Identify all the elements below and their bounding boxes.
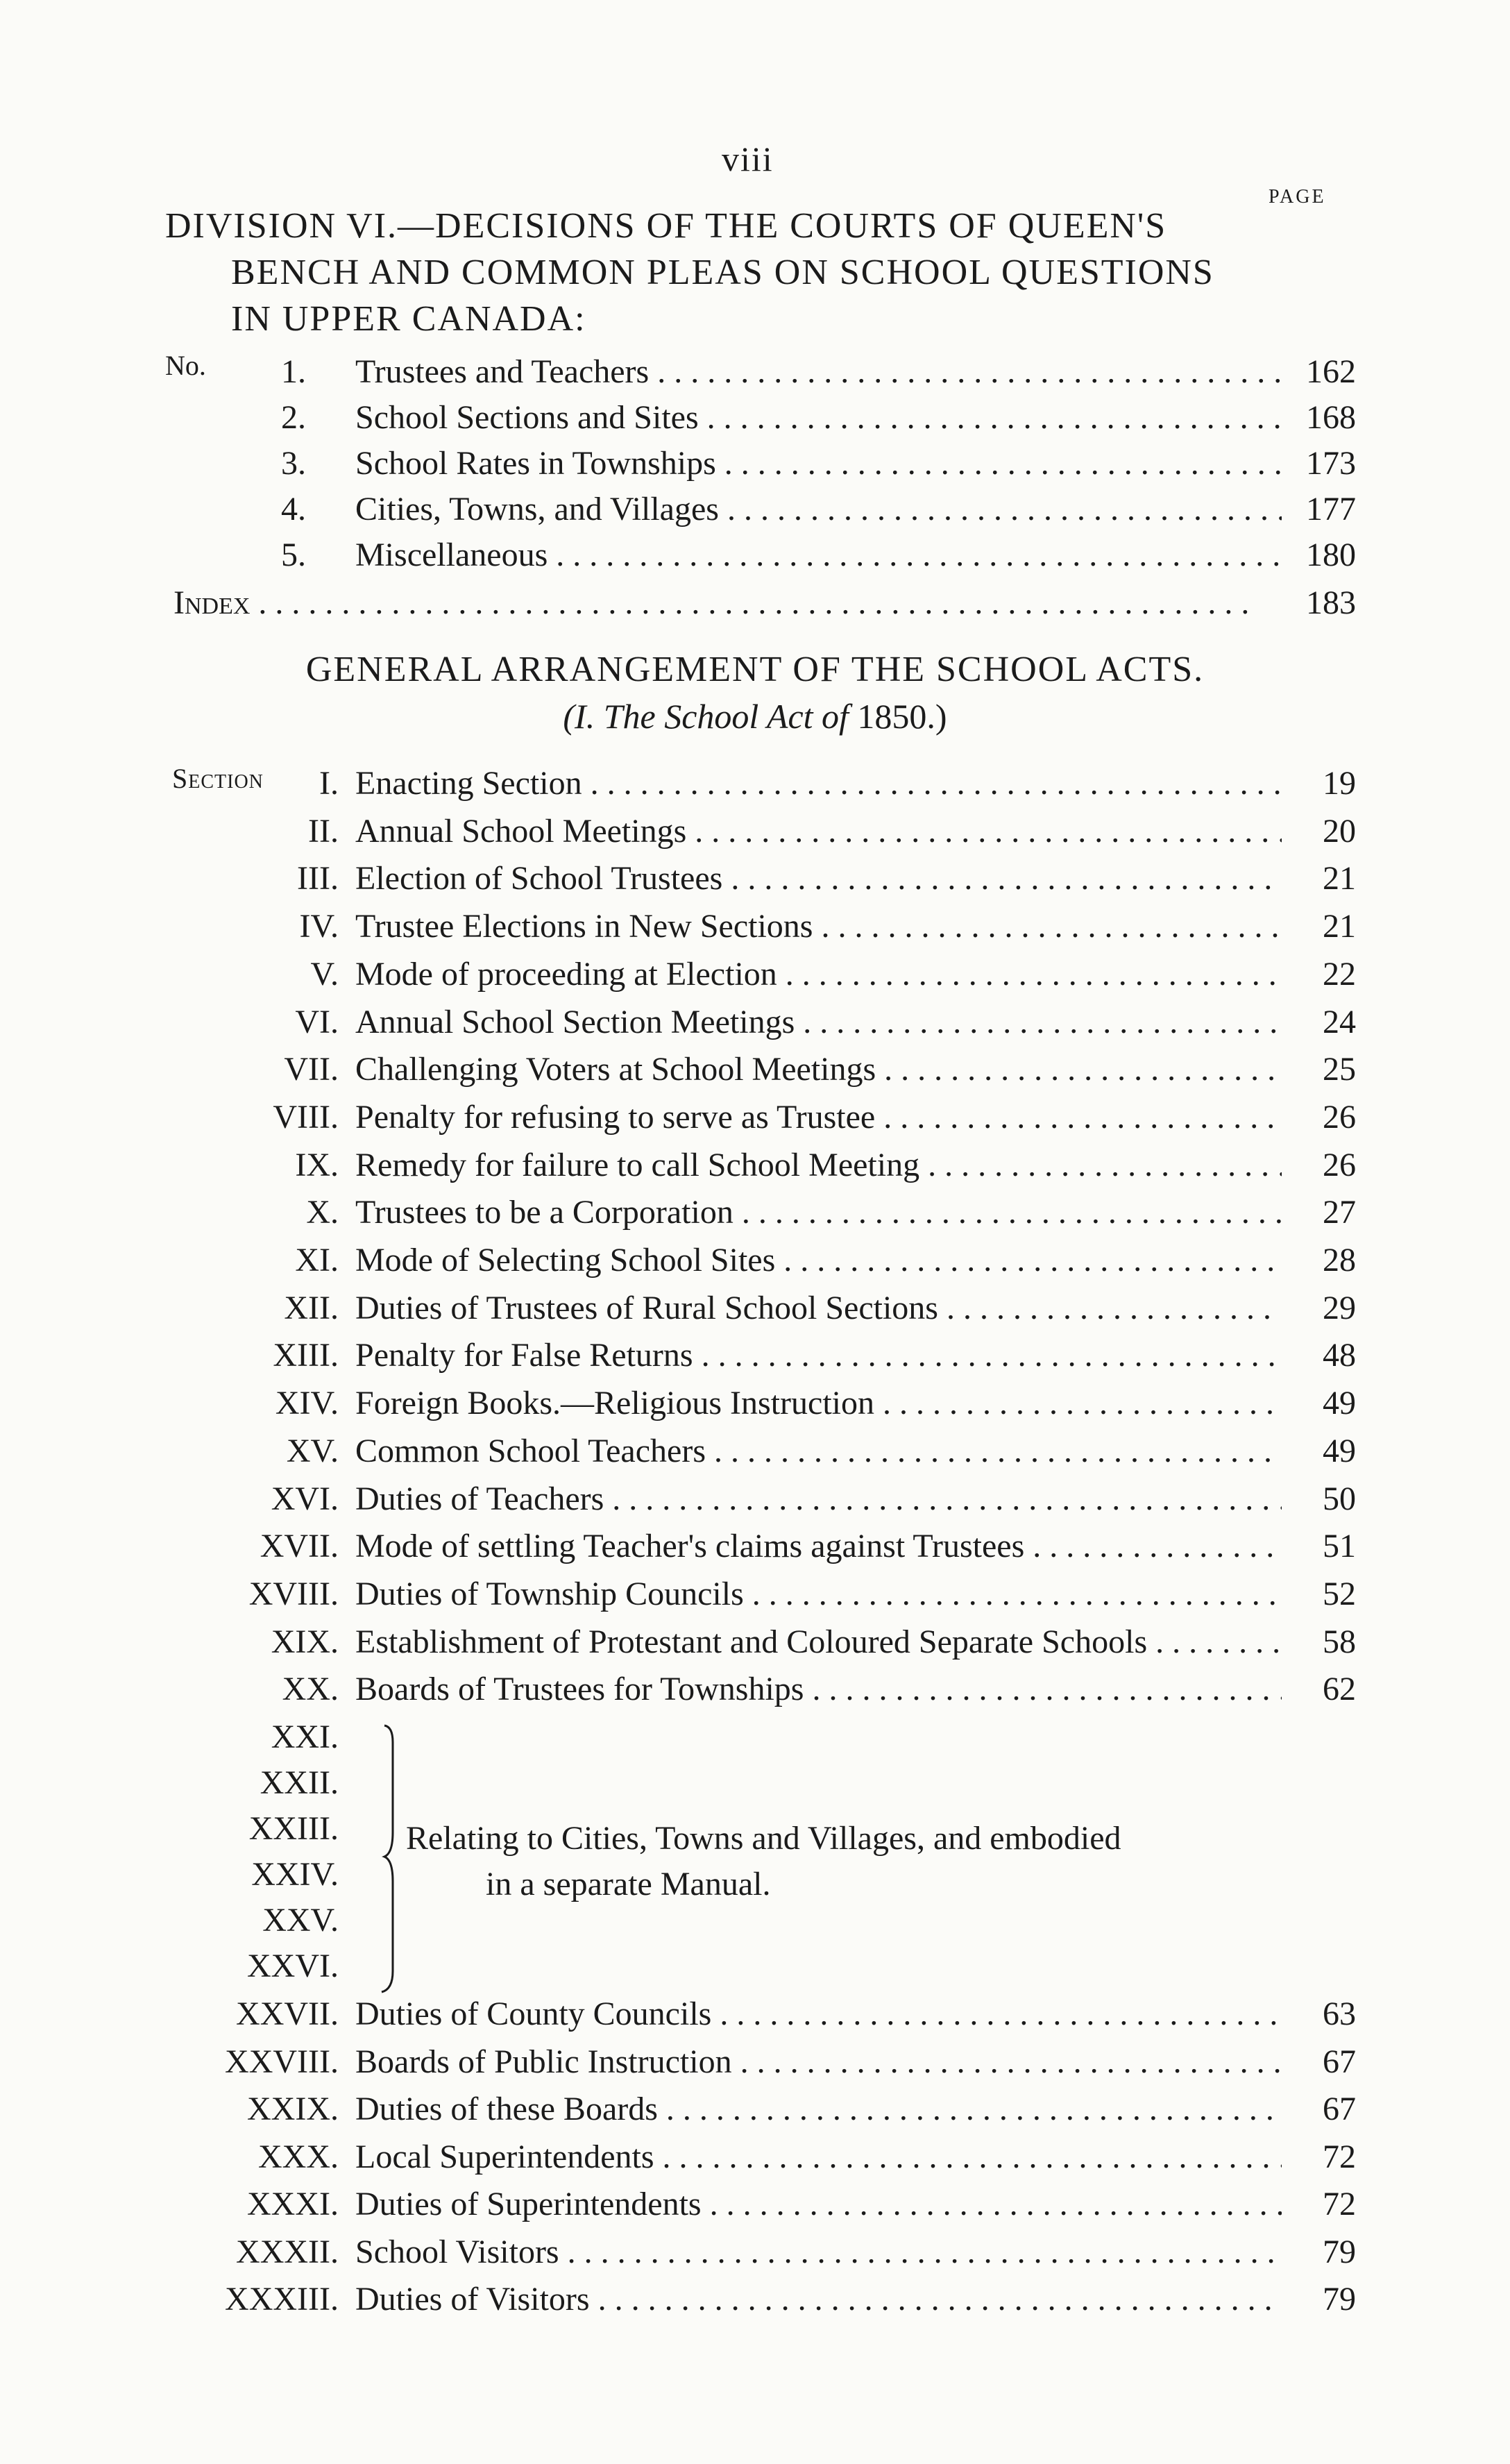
- entry-number: XXXI.: [247, 2186, 339, 2222]
- entry-number: XIX.: [271, 1623, 339, 1660]
- general-heading: GENERAL ARRANGEMENT OF THE SCHOOL ACTS.: [305, 650, 1205, 689]
- entry-number: III.: [297, 860, 339, 897]
- toc-entry: [0, 2229, 1510, 2275]
- entry-number: XXX.: [258, 2138, 339, 2175]
- toc-entry: [0, 999, 1510, 1045]
- toc-entry: [0, 1333, 1510, 1378]
- entry-title: Challenging Voters at School Meetings . . .: [355, 1047, 1282, 1092]
- entry-number: XVIII.: [248, 1575, 339, 1612]
- entry-page: 62: [1323, 1671, 1356, 1708]
- entry-title: Duties of County Councils . . .: [355, 1991, 1282, 2037]
- entry-page: 177: [1306, 491, 1356, 528]
- entry-title: School Rates in Townships . . .: [355, 441, 1282, 487]
- entry-page: 67: [1323, 2043, 1356, 2080]
- toc-entry-index: [0, 580, 1510, 626]
- toc-entry: [0, 1381, 1510, 1426]
- toc-entry: [0, 1047, 1510, 1092]
- entry-number: XI.: [295, 1242, 339, 1279]
- division-heading-line: BENCH AND COMMON PLEAS ON SCHOOL QUESTIONS: [231, 253, 1214, 292]
- entry-page: 21: [1323, 908, 1356, 945]
- entry-title: Cities, Towns, and Villages . . .: [355, 487, 1282, 532]
- toc-entry: [0, 1095, 1510, 1140]
- entry-title: Mode of settling Teacher's claims against Trustees . . .: [355, 1524, 1282, 1569]
- entry-page: 79: [1323, 2281, 1356, 2318]
- entry-page: 162: [1306, 353, 1356, 390]
- subheading-prefix: (I.: [563, 697, 595, 736]
- toc-entry: [0, 952, 1510, 997]
- entry-title: Boards of Public Instruction . . .: [355, 2039, 1282, 2085]
- entry-number: XIV.: [275, 1385, 339, 1422]
- entry-number: 5.: [281, 537, 306, 573]
- bracketed-number: XXV.: [262, 1902, 339, 1939]
- section-label: Section: [172, 763, 264, 794]
- toc-entry: [0, 2277, 1510, 2322]
- entry-title: School Visitors . . .: [355, 2229, 1282, 2275]
- entry-number: X.: [306, 1194, 339, 1231]
- entry-page: 52: [1323, 1575, 1356, 1612]
- entry-title: Penalty for False Returns . . .: [355, 1333, 1282, 1378]
- entry-number: I.: [319, 765, 339, 802]
- entry-page: 29: [1323, 1289, 1356, 1326]
- toc-entry: [0, 532, 1510, 578]
- entry-page: 72: [1323, 2138, 1356, 2175]
- entry-page: 72: [1323, 2186, 1356, 2222]
- entry-page: 26: [1323, 1146, 1356, 1183]
- subheading-italic: The School Act of: [603, 697, 849, 736]
- bracketed-number: XXII.: [260, 1764, 339, 1801]
- toc-entry: [0, 349, 1510, 395]
- entry-number: II.: [308, 812, 339, 850]
- entry-title: Remedy for failure to call School Meeting . . .: [355, 1142, 1282, 1188]
- toc-entry: [0, 1142, 1510, 1188]
- page-number: viii: [722, 140, 774, 178]
- entry-number: 1.: [281, 353, 306, 390]
- entry-page: 58: [1323, 1623, 1356, 1660]
- entry-page: 26: [1323, 1098, 1356, 1136]
- toc-entry: [0, 904, 1510, 950]
- bracket-note: [406, 1816, 1287, 1907]
- entry-page: 173: [1306, 445, 1356, 482]
- entry-number: XXXIII.: [225, 2281, 339, 2318]
- toc-entry: [0, 809, 1510, 854]
- toc-entry: [0, 1476, 1510, 1522]
- toc-entry: [0, 1238, 1510, 1283]
- bracketed-number: XXVI.: [247, 1948, 339, 1984]
- bracket-note-line: Relating to Cities, Towns and Villages, and embodied: [406, 1820, 1121, 1857]
- entry-title: Enacting Section . . .: [355, 761, 1282, 807]
- entry-title: Trustee Elections in New Sections . . .: [355, 904, 1282, 950]
- entry-title: Boards of Trustees for Townships . . .: [355, 1666, 1282, 1712]
- toc-entry: [0, 761, 1510, 807]
- entry-number: 3.: [281, 445, 306, 482]
- entry-page: 67: [1323, 2091, 1356, 2127]
- toc-entry: [0, 395, 1510, 441]
- toc-entry: [0, 1428, 1510, 1474]
- entry-page: 20: [1323, 812, 1356, 850]
- entry-title: Local Superintendents . . .: [355, 2134, 1282, 2180]
- entry-title: Foreign Books.—Religious Instruction . . .: [355, 1381, 1282, 1426]
- page-column-label: PAGE: [1269, 186, 1326, 208]
- toc-entry: [0, 2134, 1510, 2180]
- entry-number: XXVII.: [236, 1995, 339, 2032]
- entry-title: Miscellaneous . . .: [355, 532, 1282, 578]
- entry-number: IX.: [295, 1146, 339, 1183]
- entry-page: 79: [1323, 2233, 1356, 2270]
- entry-number: XXIX.: [247, 2091, 339, 2127]
- entry-title: Index . . .: [173, 580, 1259, 626]
- toc-entry: [0, 1991, 1510, 2037]
- curly-brace-icon: [380, 1714, 408, 2006]
- entry-title: Establishment of Protestant and Coloured Separate Schools . . .: [355, 1619, 1282, 1665]
- entry-title: Annual School Section Meetings . . .: [355, 999, 1282, 1045]
- number-prefix: No.: [165, 350, 206, 381]
- entry-title: School Sections and Sites . . .: [355, 395, 1282, 441]
- entry-number: XVII.: [260, 1528, 339, 1565]
- entry-page: 19: [1323, 765, 1356, 802]
- entry-page: 63: [1323, 1995, 1356, 2032]
- entry-number: XX.: [282, 1671, 339, 1708]
- entry-number: XXXII.: [236, 2233, 339, 2270]
- entry-title: Duties of Visitors . . .: [355, 2277, 1282, 2322]
- entry-page: 50: [1323, 1480, 1356, 1517]
- entry-title: Annual School Meetings . . .: [355, 809, 1282, 854]
- subheading-year: 1850.): [857, 697, 947, 736]
- bracketed-sections: [0, 1714, 1510, 1992]
- entry-title: Mode of proceeding at Election . . .: [355, 952, 1282, 997]
- general-subheading: [0, 696, 1510, 736]
- entry-number: XII.: [284, 1289, 339, 1326]
- entry-page: 48: [1323, 1337, 1356, 1374]
- entry-title: Duties of Trustees of Rural School Sections . . .: [355, 1285, 1282, 1331]
- entry-page: 180: [1306, 537, 1356, 573]
- entry-title: Penalty for refusing to serve as Trustee . . .: [355, 1095, 1282, 1140]
- entry-title: Duties of Township Councils . . .: [355, 1571, 1282, 1617]
- division-heading-line: IN UPPER CANADA:: [231, 299, 586, 339]
- entry-page: 25: [1323, 1051, 1356, 1088]
- division-heading-line: DIVISION VI.—DECISIONS OF THE COURTS OF QUEEN'S: [165, 206, 1167, 246]
- entry-title: Duties of Teachers . . .: [355, 1476, 1282, 1522]
- entry-page: 183: [1306, 584, 1356, 621]
- entry-title: Trustees and Teachers . . .: [355, 349, 1282, 395]
- entry-number: XV.: [286, 1432, 339, 1469]
- entry-page: 168: [1306, 399, 1356, 436]
- toc-entry: [0, 487, 1510, 532]
- toc-entry: [0, 1571, 1510, 1617]
- entry-page: 51: [1323, 1528, 1356, 1565]
- entry-title: Duties of these Boards . . .: [355, 2086, 1282, 2132]
- toc-entry: [0, 2086, 1510, 2132]
- entry-page: 49: [1323, 1432, 1356, 1469]
- entry-number: V.: [310, 955, 339, 993]
- entry-title: Duties of Superintendents . . .: [355, 2182, 1282, 2227]
- entry-number: XVI.: [271, 1480, 339, 1517]
- entry-title: Election of School Trustees . . .: [355, 856, 1282, 902]
- toc-entry: [0, 1190, 1510, 1235]
- toc-entry: [0, 1285, 1510, 1331]
- toc-entry: [0, 441, 1510, 487]
- entry-title: Mode of Selecting School Sites . . .: [355, 1238, 1282, 1283]
- division-heading: [165, 203, 1289, 342]
- entry-number: IV.: [299, 908, 339, 945]
- bracketed-number: XXIV.: [251, 1856, 339, 1893]
- entry-title: Common School Teachers . . .: [355, 1428, 1282, 1474]
- entry-page: 22: [1323, 955, 1356, 993]
- entry-page: 49: [1323, 1385, 1356, 1422]
- bracket-note-line: in a separate Manual.: [486, 1866, 771, 1902]
- entry-page: 21: [1323, 860, 1356, 897]
- toc-entry: [0, 856, 1510, 902]
- entry-title: Trustees to be a Corporation . . .: [355, 1190, 1282, 1235]
- entry-number: XIII.: [273, 1337, 339, 1374]
- entry-number: VIII.: [273, 1098, 339, 1136]
- entry-number: VII.: [284, 1051, 339, 1088]
- bracketed-number: XXIII.: [248, 1810, 339, 1847]
- toc-entry: [0, 1619, 1510, 1665]
- entry-page: 28: [1323, 1242, 1356, 1279]
- bracketed-number: XXI.: [271, 1719, 339, 1755]
- entry-page: 27: [1323, 1194, 1356, 1231]
- toc-entry: [0, 1524, 1510, 1569]
- entry-number: 2.: [281, 399, 306, 436]
- toc-entry: [0, 1666, 1510, 1712]
- entry-number: VI.: [295, 1003, 339, 1040]
- toc-entry: [0, 2039, 1510, 2085]
- entry-number: 4.: [281, 491, 306, 528]
- entry-page: 24: [1323, 1003, 1356, 1040]
- toc-entry: [0, 2182, 1510, 2227]
- entry-number: XXVIII.: [225, 2043, 339, 2080]
